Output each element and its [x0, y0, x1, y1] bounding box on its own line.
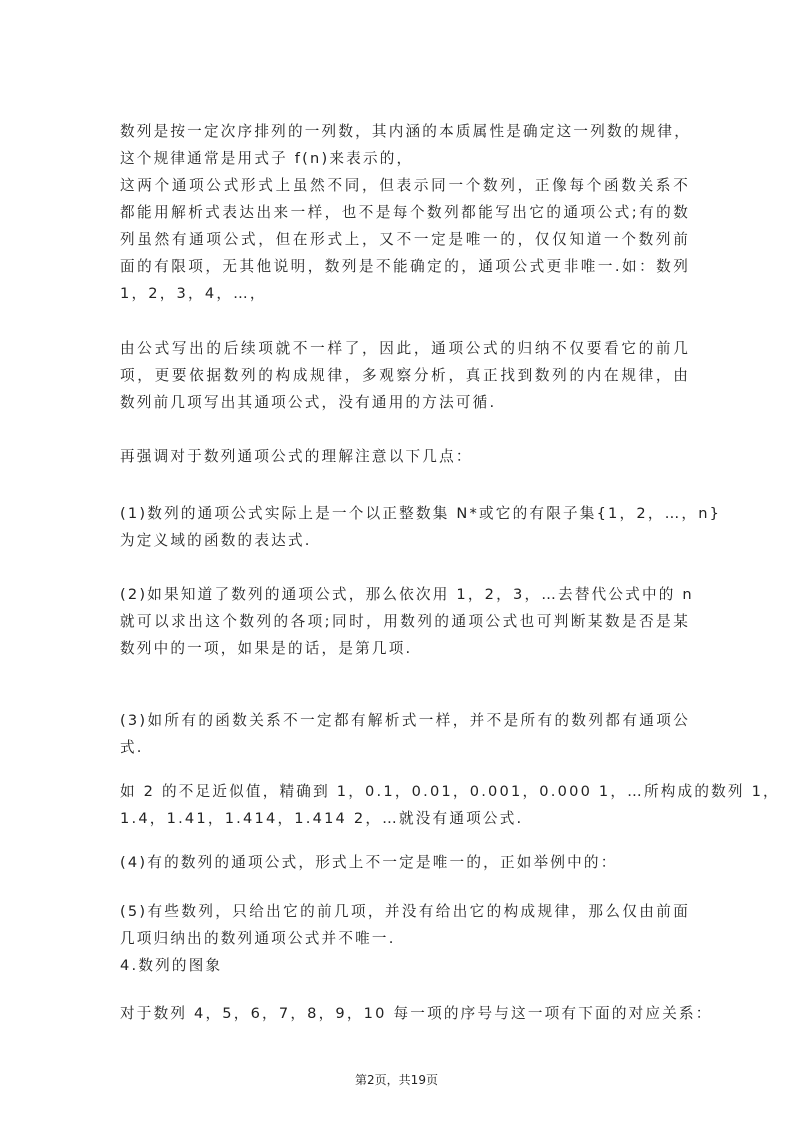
text-line: 数列中的一项，如果是的话，是第几项. [120, 640, 413, 657]
text-line: 对于数列 4，5，6，7，8，9，10 每一项的序号与这一项有下面的对应关系： [120, 1005, 713, 1022]
paragraph [120, 1000, 713, 1027]
paragraph [120, 443, 690, 470]
text-line: 都能用解析式表达出来一样，也不是每个数列都能写出它的通项公式;有的数 [120, 204, 690, 221]
text-line: 就可以求出这个数列的各项;同时，用数列的通项公式也可判断某数是否是某 [120, 613, 690, 630]
text-line: 数列前几项写出其通项公式，没有通用的方法可循. [120, 394, 497, 411]
paragraph [120, 952, 690, 979]
text-line: 1.4，1.41，1.414，1.414 2，…就没有通项公式. [120, 810, 524, 827]
text-line: (5)有些数列，只给出它的前几项，并没有给出它的构成规律，那么仅由前面 [120, 903, 690, 920]
paragraph [120, 707, 690, 761]
paragraph [120, 581, 694, 662]
paragraph [120, 898, 690, 952]
text-line: 这个规律通常是用式子 f(n)来表示的， [120, 150, 414, 167]
paragraph [120, 778, 780, 832]
text-line: 再强调对于数列通项公式的理解注意以下几点： [120, 448, 473, 465]
text-line: 为定义域的函数的表达式. [120, 532, 312, 549]
text-line: (3)如所有的函数关系不一定都有解析式一样，并不是所有的数列都有通项公 [120, 712, 690, 729]
text-line: 面的有限项，无其他说明，数列是不能确定的，通项公式更非唯一.如：数列 [120, 258, 690, 275]
text-line: 数列是按一定次序排列的一列数，其内涵的本质属性是确定这一列数的规律， [120, 123, 691, 140]
text-line: 项，更要依据数列的构成规律，多观察分析，真正找到数列的内在规律，由 [120, 367, 690, 384]
paragraph [120, 172, 690, 307]
paragraph [120, 335, 690, 416]
text-line: 式. [120, 739, 144, 756]
text-line: 如 2 的不足近似值，精确到 1，0.1，0.01，0.001，0.000 1，…所构成的数列 1， [120, 783, 780, 800]
text-line: 1，2，3，4，…， [120, 285, 267, 302]
paragraph [120, 500, 722, 554]
text-line: 几项归纳出的数列通项公式并不唯一. [120, 930, 396, 947]
text-line: (4)有的数列的通项公式，形式上不一定是唯一的，正如举例中的： [120, 854, 618, 871]
text-line: 由公式写出的后续项就不一样了，因此，通项公式的归纳不仅要看它的前几 [120, 340, 690, 357]
page-footer: 第2页，共19页 [355, 1073, 438, 1087]
text-line: (2)如果知道了数列的通项公式，那么依次用 1，2，3，…去替代公式中的 n [120, 586, 694, 603]
text-line: 列虽然有通项公式，但在形式上，又不一定是唯一的，仅仅知道一个数列前 [120, 231, 690, 248]
text-line: 4.数列的图象 [120, 957, 223, 974]
paragraph [120, 118, 690, 172]
text-line: (1)数列的通项公式实际上是一个以正整数集 N*或它的有限子集{1，2，…，n} [120, 505, 722, 522]
paragraph [120, 849, 690, 876]
text-line: 这两个通项公式形式上虽然不同，但表示同一个数列，正像每个函数关系不 [120, 177, 690, 194]
